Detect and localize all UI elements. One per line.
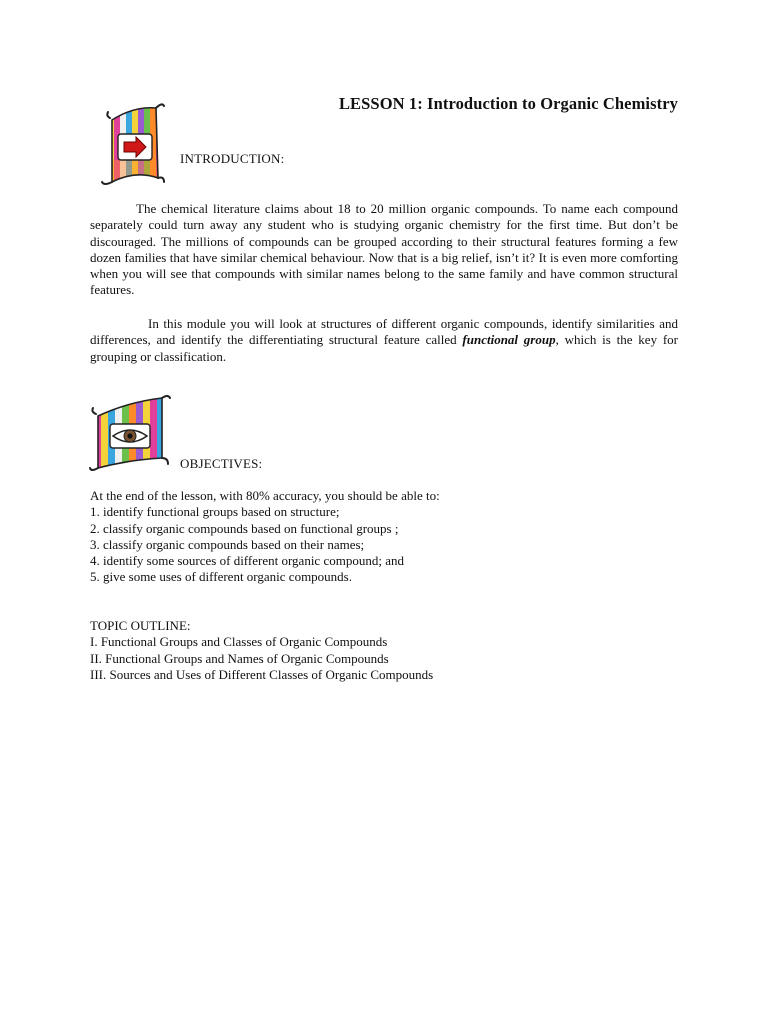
objectives-intro: At the end of the lesson, with 80% accuracy, you should be able to:	[90, 488, 440, 503]
objectives-heading: OBJECTIVES:	[180, 456, 263, 471]
paragraph-1-text: The chemical literature claims about 18 to 20 million organic compounds. To name each compound separately could turn away any student who is studying organic chemistry for the first time. But don’t be discouraged. The millions of compounds can be grouped according to their structural features forming a few dozen families that have similar chemical behaviour. Now that is a big relief, isn’t it? It is even more comforting when you will see that compounds with similar names belong to the same family and have common structural features.	[90, 201, 678, 298]
eye-banner-icon	[88, 394, 172, 474]
paragraph-2-text: In this module you will look at structures of different organic compounds, identify similarities and differences, and identify the differentiating structural feature called	[90, 316, 678, 348]
topic-outline	[90, 618, 433, 683]
list-item: 1. identify functional groups based on structure;	[90, 504, 340, 520]
list-item: 4. identify some sources of different organic compound; and	[90, 553, 404, 569]
objectives-list	[90, 488, 440, 586]
list-item: II. Functional Groups and Names of Organic Compounds	[90, 650, 389, 666]
functional-group-term: functional group	[462, 332, 556, 348]
list-item: I. Functional Groups and Classes of Organic Compounds	[90, 634, 388, 650]
paragraph-2-end: , which is the key for grouping or classification.	[90, 332, 678, 364]
lesson-title: LESSON 1: Introduction to Organic Chemistry	[338, 94, 678, 113]
introduction-paragraph-1	[90, 201, 678, 299]
arrow-banner-icon	[98, 100, 170, 190]
introduction-paragraph-2	[90, 316, 678, 365]
list-item: 3. classify organic compounds based on their names;	[90, 536, 365, 552]
list-item: 2. classify organic compounds based on functional groups ;	[90, 520, 399, 536]
list-item: 5. give some uses of different organic compounds.	[90, 569, 352, 585]
topic-outline-heading: TOPIC OUTLINE:	[90, 618, 191, 633]
list-item: III. Sources and Uses of Different Classes of Organic Compounds	[90, 666, 434, 682]
introduction-heading: INTRODUCTION:	[180, 151, 285, 166]
